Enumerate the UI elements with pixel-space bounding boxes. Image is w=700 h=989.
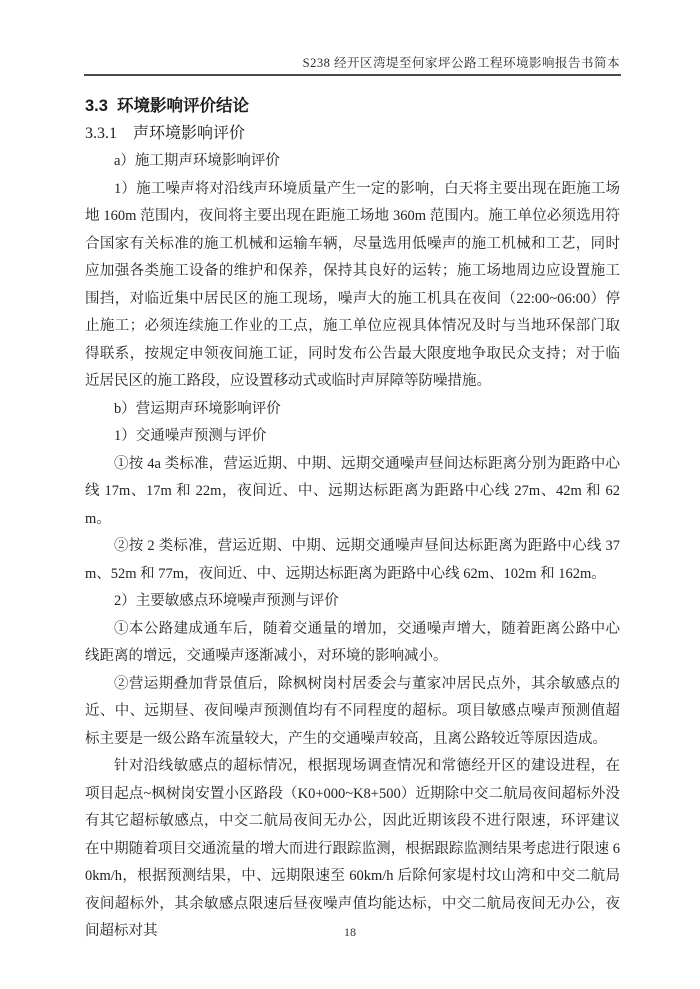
paragraph-standard-2: ②按 2 类标准，营运近期、中期、远期交通噪声昼间达标距离为距路中心线 37m、52m 和 77m，夜间近、中、远期达标距离为距路中心线 62m、102m 和 162m。 <box>85 538 620 582</box>
page-number: 18 <box>344 925 356 939</box>
subsection-title: 声环境影响评价 <box>133 125 246 142</box>
paragraph-traffic-noise-label: 1）交通噪声预测与评价 <box>114 428 267 444</box>
section-heading <box>85 92 620 120</box>
paragraph-construction-period-label: a）施工期声环境影响评价 <box>114 153 280 169</box>
header-rule-divider <box>84 74 621 76</box>
document-body <box>85 92 620 946</box>
subsection-number: 3.3.1 <box>85 125 117 142</box>
section-title: 环境影响评价结论 <box>117 97 249 115</box>
paragraph-traffic-volume: ①本公路建成通车后，随着交通量的增加，交通噪声增大，随着距离公路中心线距离的增远，交通噪声逐渐减小，对环境的影响减小。 <box>85 620 620 664</box>
paragraph-background-values: ②营运期叠加背景值后，除枫树岗村居委会与董家冲居民点外，其余敏感点的近、中、远期昼、夜间噪声预测值均有不同程度的超标。项目敏感点噪声预测值超标主要是一级公路车流量较大，产生的交通噪声较高，且离公路较近等原因造成。 <box>85 675 620 747</box>
paragraph-operation-period-label: b）营运期声环境影响评价 <box>114 400 281 417</box>
paragraph-construction-noise: 1）施工噪声将对沿线声环境质量产生一定的影响，白天将主要出现在距施工场地 160m 范围内，夜间将主要出现在距施工场地 360m 范围内。施工单位必须选用符合国家有关标准的施工机械和运输车辆，尽量选用低噪声的施工机械和工艺，同时应加强各类施工设备的维护和保养，保持其良好的运转；施工场地周边应设置施工围挡，对临近集中居民区的施工现场，噪声大的施工机具在夜间（22:00~06:00）停止施工；必须连续施工作业的工点，施工单位应视具体情况及时与当地环保部门取得联系，按规定申领夜间施工证，同时发布公告最大限度地争取民众支持；对于临近居民区的施工路段，应设置移动式或临时声屏障等防噪措施。 <box>85 180 620 389</box>
paragraph-standard-4a: ①按 4a 类标准，营运近期、中期、远期交通噪声昼间达标距离分别为距路中心线 17m、17m 和 22m，夜间近、中、远期达标距离为距路中心线 27m、42m 和 62m。 <box>85 455 620 527</box>
paragraph-sensitive-points-label: 2）主要敏感点环境噪声预测与评价 <box>114 593 339 609</box>
subsection-heading <box>85 120 620 148</box>
running-header: S238 经开区湾堤至何家坪公路工程环境影响报告书简本 <box>302 56 620 70</box>
section-number: 3.3 <box>85 97 108 115</box>
paragraph-exceedance-measures: 针对沿线敏感点的超标情况，根据现场调查情况和常德经开区的建设进程，在项目起点~枫树岗安置小区路段（K0+000~K8+500）近期除中交二航局夜间超标外没有其它超标敏感点，中交二航局夜间无办公，因此近期该段不进行限速，环评建议在中期随着项目交通流量的增大而进行跟踪监测，根据跟踪监测结果考虑进行限速 60km/h，根据预测结果，中、远期限速至 60km/h 后除何家堤村坟山湾和中交二航局夜间超标外，其余敏感点限速后昼夜噪声值均能达标，中交二航局夜间无办公，夜间超标对其 <box>85 758 620 939</box>
